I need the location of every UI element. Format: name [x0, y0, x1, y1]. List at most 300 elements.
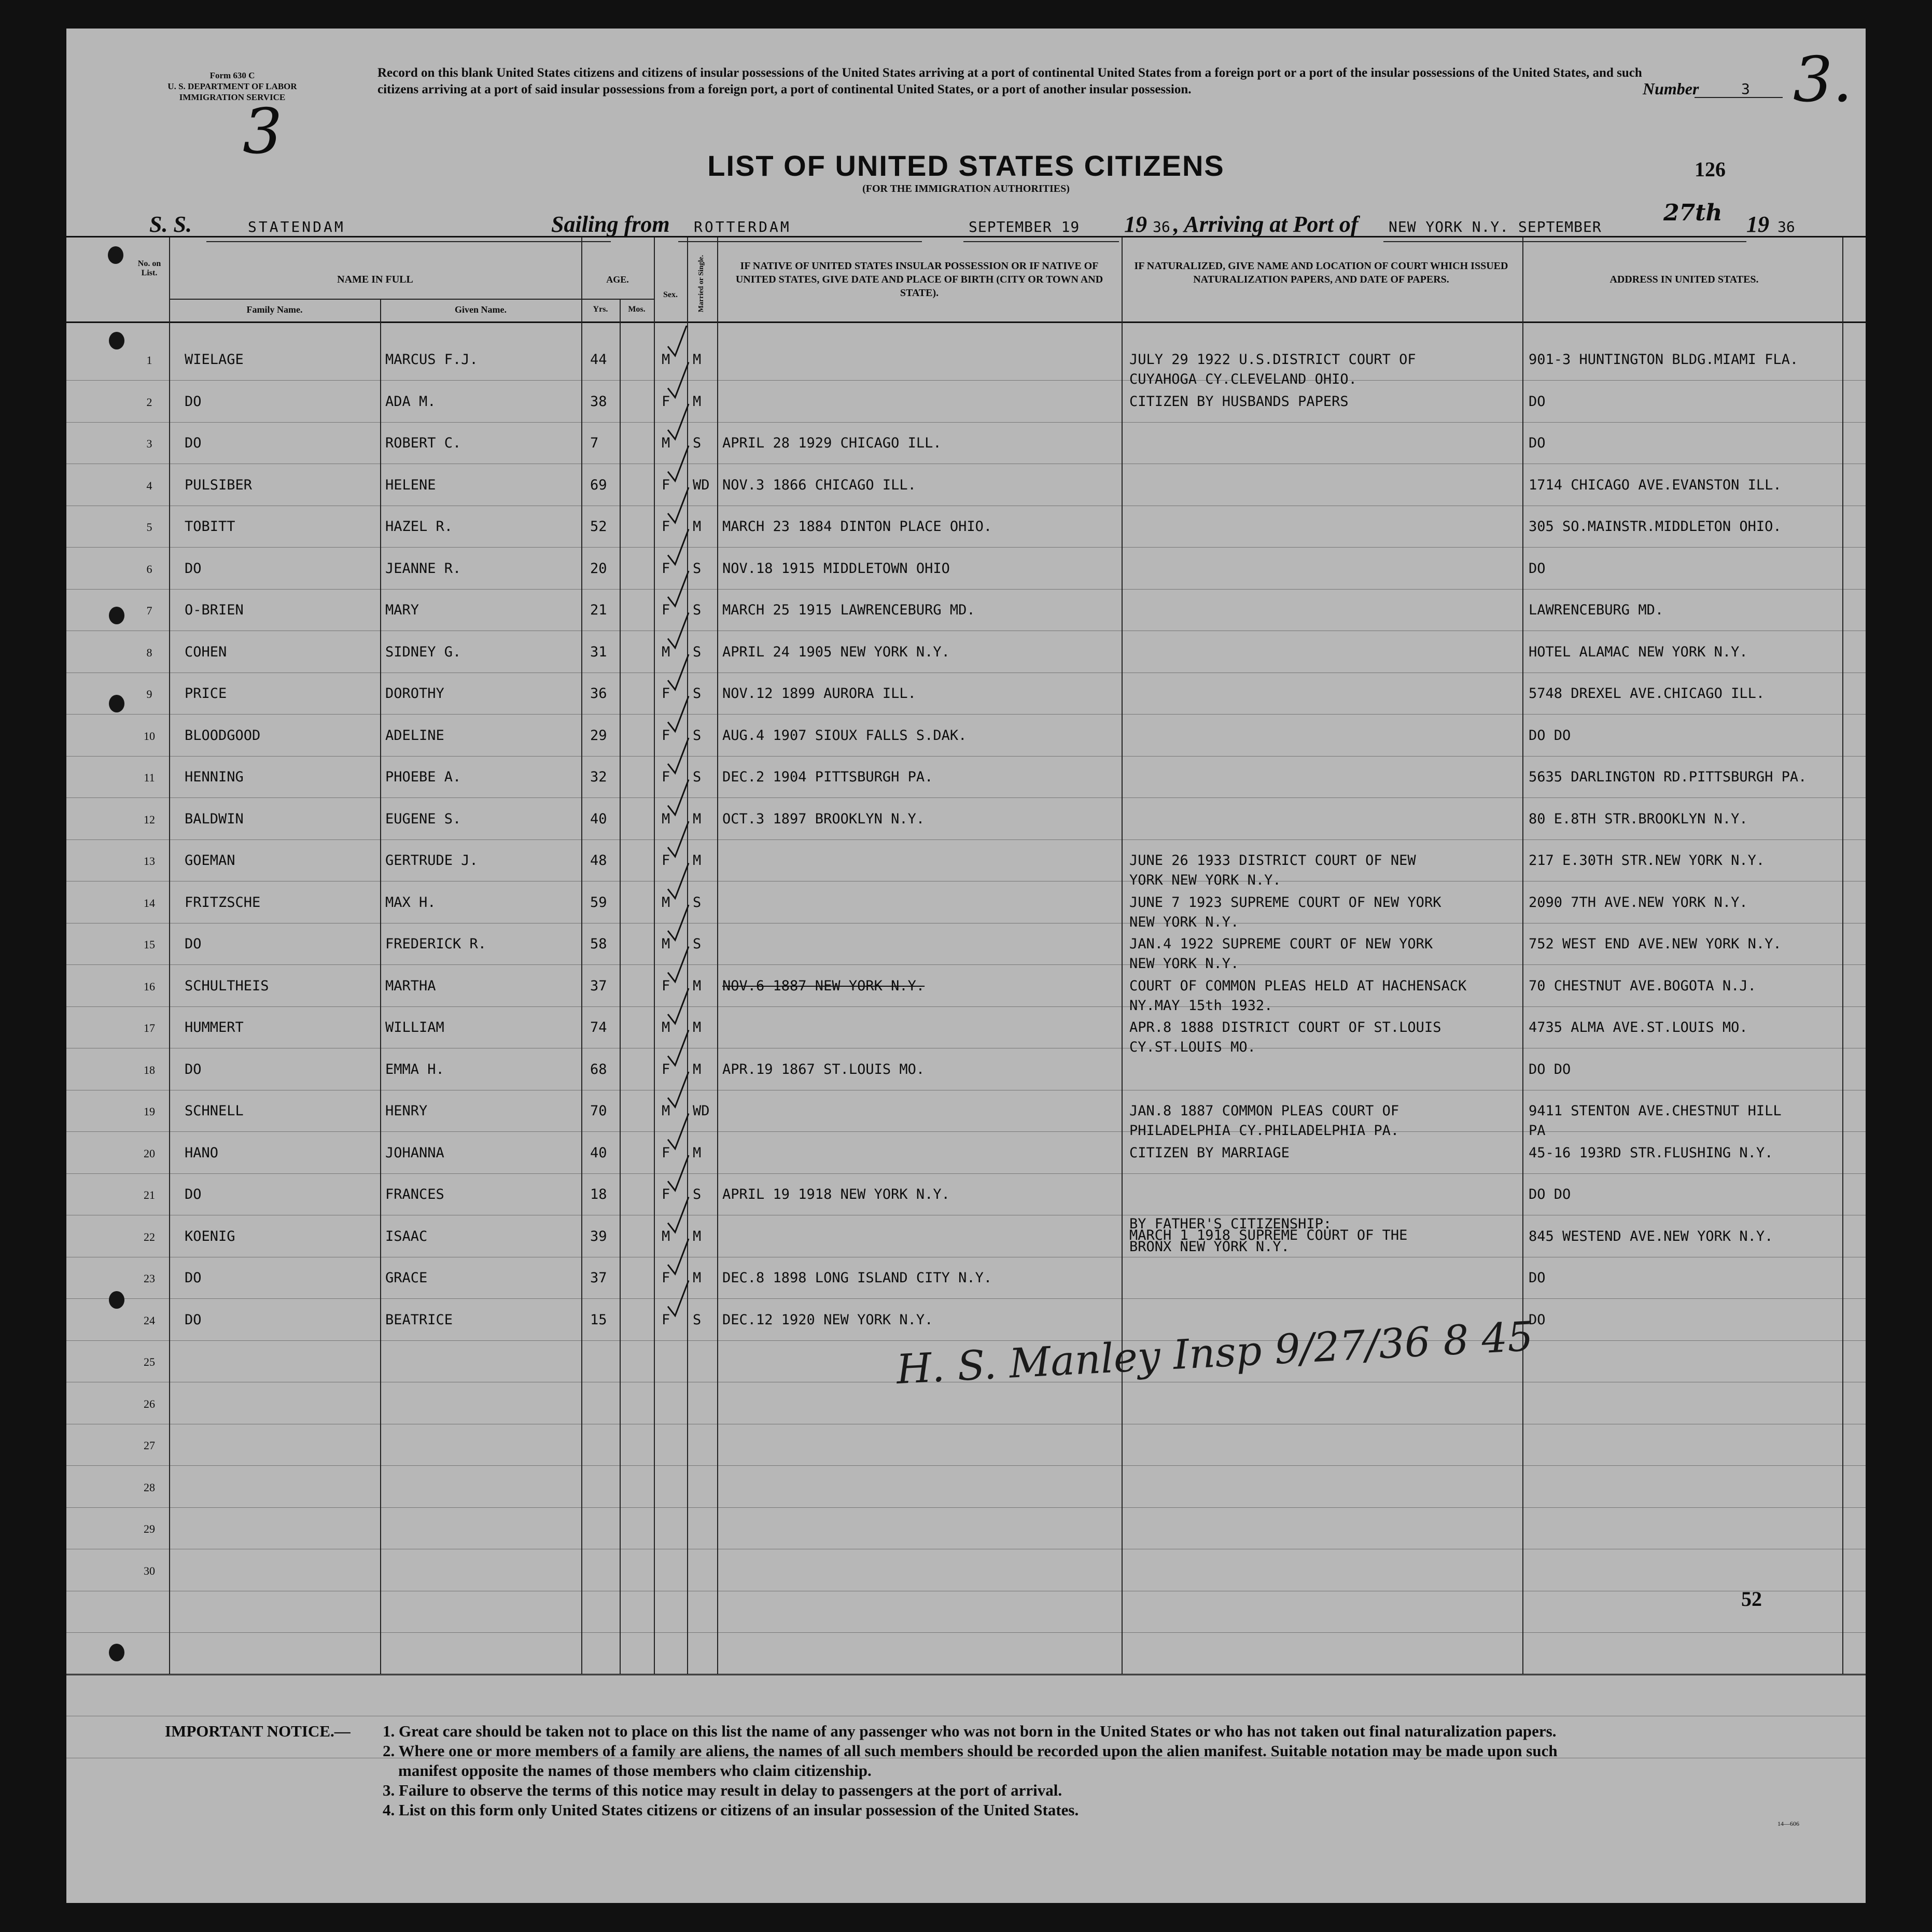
cell-addr2: PA [1529, 1123, 1546, 1139]
cell-given: GRACE [385, 1270, 428, 1286]
department: U. S. DEPARTMENT OF LABOR [167, 81, 297, 91]
cell-family: SCHULTHEIS [185, 977, 269, 994]
cell-ms: S [693, 894, 702, 911]
cell-sex: M [662, 810, 670, 827]
cell-ms: S [693, 1311, 702, 1328]
cell-given: ADA M. [385, 393, 436, 410]
cell-addr1: DO DO [1529, 1061, 1571, 1077]
checkmark [668, 905, 689, 940]
row-number: 27 [144, 1439, 155, 1452]
handwritten-mark-right: 3. [1793, 44, 1853, 116]
row-number: 25 [144, 1355, 155, 1368]
cell-sex: M [662, 435, 670, 451]
row-number: 26 [144, 1397, 155, 1410]
cell-ms: S [693, 936, 702, 952]
cell-sex: M [662, 936, 670, 952]
cell-sex: M [662, 352, 670, 368]
cell-family: HENNING [185, 769, 244, 785]
cell-birth: APRIL 28 1929 CHICAGO ILL. [722, 435, 942, 451]
cell-ms: M [693, 352, 702, 368]
table-row [66, 1301, 1866, 1342]
from-port: ROTTERDAM [694, 218, 791, 235]
ship-name: STATENDAM [248, 218, 345, 235]
number-value: 3 [1741, 80, 1750, 97]
cell-age: 58 [590, 936, 607, 952]
cell-birth: APR.19 1867 ST.LOUIS MO. [722, 1061, 925, 1077]
table-row [66, 759, 1866, 799]
cell-given: SIDNEY G. [385, 643, 461, 660]
row-number: 10 [144, 729, 155, 743]
cell-age: 37 [590, 1270, 607, 1286]
cell-addr1: 305 SO.MAINSTR.MIDDLETON OHIO. [1529, 519, 1782, 535]
row-number: 21 [144, 1188, 155, 1201]
cell-family: DO [185, 435, 202, 451]
cell-addr1: DO DO [1529, 727, 1571, 744]
row-number: 28 [144, 1480, 155, 1494]
page-number: 126 [1695, 158, 1726, 181]
checkmark [668, 571, 689, 606]
header-birth: IF NATIVE OF UNITED STATES INSULAR POSSESSION OR IF NATIVE OF UNITED STATES, GIVE DATE AND PLACE OF BIRTH (CITY OR TOWN AND STATE). [735, 260, 1103, 299]
cell-given: MARCUS F.J. [385, 352, 478, 368]
checkmark [668, 1030, 689, 1066]
cell-ms: M [693, 393, 702, 410]
row-number: 24 [144, 1313, 155, 1327]
cell-addr1: 4735 ALMA AVE.ST.LOUIS MO. [1529, 1019, 1748, 1035]
row-number: 29 [144, 1522, 155, 1535]
header-naturalized: IF NATURALIZED, GIVE NAME AND LOCATION OF COURT WHICH ISSUED NATURALIZATION PAPERS, AND DATE OF PAPERS. [1134, 260, 1508, 285]
cell-addr1: 9411 STENTON AVE.CHESTNUT HILL [1529, 1103, 1782, 1119]
cell-nat1: JUNE 26 1933 DISTRICT COURT OF NEW [1129, 852, 1416, 869]
cell-addr1: DO DO [1529, 1186, 1571, 1202]
cell-family: DO [185, 1311, 202, 1328]
cell-age: 40 [590, 1144, 607, 1161]
punch-hole [109, 1644, 124, 1661]
cell-given: FREDERICK R. [385, 936, 487, 952]
cell-family: HANO [185, 1144, 219, 1161]
cell-family: BALDWIN [185, 810, 244, 827]
cell-sex: M [662, 1103, 670, 1119]
cell-age: 74 [590, 1019, 607, 1035]
cell-nat2: NEW YORK N.Y. [1129, 956, 1239, 972]
cell-family: WIELAGE [185, 352, 244, 368]
cell-sex: M [662, 1019, 670, 1035]
form-info [97, 70, 367, 103]
cell-age: 52 [590, 519, 607, 535]
sailing-label: Sailing from [551, 212, 670, 237]
cell-given: HELENE [385, 477, 436, 493]
table-row [66, 1176, 1866, 1216]
cell-nat2: NY.MAY 15th 1932. [1129, 997, 1273, 1014]
cell-birth: APRIL 19 1918 NEW YORK N.Y. [722, 1186, 950, 1202]
row-number: 15 [144, 938, 155, 951]
cell-age: 20 [590, 560, 607, 577]
cell-nat2: NEW YORK N.Y. [1129, 914, 1239, 930]
arrival-year-prefix: 19 [1746, 212, 1769, 237]
cell-given: ADELINE [385, 727, 444, 744]
cell-sex: M [662, 894, 670, 911]
cell-addr1: DO [1529, 393, 1546, 410]
cell-birth: APRIL 24 1905 NEW YORK N.Y. [722, 643, 950, 660]
cell-given: HAZEL R. [385, 519, 453, 535]
punch-hole [108, 246, 123, 264]
table-row [66, 1385, 1866, 1425]
table-row [66, 383, 1866, 424]
header-family-name: Family Name. [246, 304, 303, 315]
header-mos: Mos. [628, 305, 646, 314]
row-number: 22 [144, 1230, 155, 1243]
table-row [66, 1093, 1866, 1139]
cell-age: 37 [590, 977, 607, 994]
cell-ms: S [693, 685, 702, 702]
cell-nat2: CY.ST.LOUIS MO. [1129, 1039, 1256, 1055]
cell-sex: F [662, 1186, 670, 1202]
table-row [66, 467, 1866, 507]
cell-ms: S [693, 435, 702, 451]
table-row [66, 634, 1866, 674]
cell-family: DO [185, 1270, 202, 1286]
cell-birth: DEC.2 1904 PITTSBURGH PA. [722, 769, 933, 785]
cell-addr1: 2090 7TH AVE.NEW YORK N.Y. [1529, 894, 1748, 911]
checkmark [668, 613, 689, 648]
checkmark [668, 780, 689, 815]
table-row [66, 1552, 1866, 1592]
arrival-port: NEW YORK N.Y. SEPTEMBER [1389, 218, 1602, 235]
row-number: 16 [144, 979, 155, 993]
cell-age: 15 [590, 1311, 607, 1328]
cell-given: BEATRICE [385, 1311, 453, 1328]
cell-ms: S [693, 727, 702, 744]
cell-sex: F [662, 1061, 670, 1077]
cell-family: DO [185, 1061, 202, 1077]
cell-age: 32 [590, 769, 607, 785]
cell-age: 7 [590, 435, 599, 451]
cell-family: BLOODGOOD [185, 727, 261, 744]
row-number: 30 [144, 1564, 155, 1577]
cell-given: JEANNE R. [385, 560, 461, 577]
cell-given: WILLIAM [385, 1019, 444, 1035]
cell-birth: NOV.3 1866 CHICAGO ILL. [722, 477, 916, 493]
cell-ms: M [693, 977, 702, 994]
punch-hole [109, 1291, 124, 1309]
cell-ms: M [693, 1061, 702, 1077]
arrival-year: 36 [1777, 218, 1795, 235]
cell-addr1: 80 E.8TH STR.BROOKLYN N.Y. [1529, 810, 1748, 827]
cell-sex: M [662, 1228, 670, 1244]
cell-nat2: MARCH 1 1918 SUPREME COURT OF THE [1129, 1227, 1408, 1243]
cell-ms: M [693, 810, 702, 827]
cell-family: KOENIG [185, 1228, 235, 1244]
notice-item-1: 1. Great care should be taken not to place on this list the name of any passenger who was not born in the United States or who has not taken out final naturalization papers. [383, 1722, 1557, 1740]
table-row [66, 675, 1866, 716]
cell-ms: M [693, 1270, 702, 1286]
checkmark [668, 1072, 689, 1107]
cell-nat2: YORK NEW YORK N.Y. [1129, 872, 1281, 888]
row-number: 3 [146, 437, 152, 450]
table-row [66, 508, 1866, 549]
cell-family: PULSIBER [185, 477, 253, 493]
cell-sex: F [662, 1270, 670, 1286]
row-number: 9 [146, 688, 152, 701]
checkmark [668, 362, 689, 398]
cell-age: 29 [590, 727, 607, 744]
service: IMMIGRATION SERVICE [179, 92, 286, 102]
cell-addr1: HOTEL ALAMAC NEW YORK N.Y. [1529, 643, 1748, 660]
cell-addr1: 217 E.30TH STR.NEW YORK N.Y. [1529, 852, 1765, 869]
cell-given: JOHANNA [385, 1144, 444, 1161]
header-name-in-full: NAME IN FULL [337, 274, 413, 285]
cell-sex: F [662, 477, 670, 493]
cell-family: DO [185, 560, 202, 577]
cell-sex: M [662, 643, 670, 660]
checkmark [668, 1197, 689, 1233]
row-number: 6 [146, 562, 152, 576]
cell-ms: M [693, 1144, 702, 1161]
cell-nat1: COURT OF COMMON PLEAS HELD AT HACHENSACK [1129, 977, 1467, 994]
row-number: 18 [144, 1063, 155, 1076]
cell-nat2: CUYAHOGA CY.CLEVELAND OHIO. [1129, 371, 1357, 387]
table-row [66, 717, 1866, 758]
table-row [66, 968, 1866, 1014]
row-number: 20 [144, 1146, 155, 1160]
table-row [66, 1426, 1866, 1467]
page-subtitle: (FOR THE IMMIGRATION AUTHORITIES) [862, 183, 1070, 194]
checkmark [668, 529, 689, 565]
header-no: No. on List. [137, 259, 161, 277]
cell-given: MARY [385, 602, 419, 618]
row-number: 14 [144, 896, 155, 909]
cell-family: SCHNELL [185, 1103, 244, 1119]
header-yrs: Yrs. [593, 305, 608, 314]
cell-age: 44 [590, 352, 607, 368]
checkmark [668, 1281, 689, 1316]
cell-age: 68 [590, 1061, 607, 1077]
row-number: 23 [144, 1272, 155, 1285]
cell-age: 59 [590, 894, 607, 911]
folio-number: 52 [1741, 1587, 1762, 1611]
number-label: Number [1643, 79, 1699, 98]
cell-nat1: CITIZEN BY MARRIAGE [1129, 1144, 1290, 1161]
cell-given: ISAAC [385, 1228, 428, 1244]
checkmark [668, 863, 689, 899]
cell-given: EUGENE S. [385, 810, 461, 827]
punch-hole [109, 332, 124, 349]
cell-family: GOEMAN [185, 852, 235, 869]
cell-addr1: 5748 DREXEL AVE.CHICAGO ILL. [1529, 685, 1765, 702]
table-row [66, 1510, 1866, 1550]
cell-addr1: DO [1529, 435, 1546, 451]
cell-family: FRITZSCHE [185, 894, 261, 911]
table-row [66, 1009, 1866, 1055]
punch-hole [109, 695, 124, 712]
cell-family: PRICE [185, 685, 227, 702]
cell-ms: S [693, 769, 702, 785]
cell-addr1: 45-16 193RD STR.FLUSHING N.Y. [1529, 1144, 1773, 1161]
cell-birth: NOV.12 1899 AURORA ILL. [722, 685, 916, 702]
cell-family: DO [185, 936, 202, 952]
cell-given: GERTRUDE J. [385, 852, 478, 869]
cell-family: DO [185, 1186, 202, 1202]
cell-addr1: 5635 DARLINGTON RD.PITTSBURGH PA. [1529, 769, 1807, 785]
row-number: 2 [146, 395, 152, 409]
table-row [66, 1135, 1866, 1175]
cell-addr1: 752 WEST END AVE.NEW YORK N.Y. [1529, 936, 1782, 952]
depart-date: SEPTEMBER 19 [969, 218, 1080, 235]
cell-given: HENRY [385, 1103, 428, 1119]
header-sex: Sex. [663, 290, 678, 299]
row-number: 7 [146, 604, 152, 617]
cell-birth: OCT.3 1897 BROOKLYN N.Y. [722, 810, 925, 827]
cell-birth: DEC.12 1920 NEW YORK N.Y. [722, 1311, 933, 1328]
row-number: 5 [146, 521, 152, 534]
cell-family: COHEN [185, 643, 227, 660]
cell-age: 40 [590, 810, 607, 827]
arriving-label: , Arriving at Port of [1173, 212, 1359, 237]
print-code: 14—606 [1777, 1820, 1799, 1827]
depart-year-prefix: 19 [1124, 212, 1147, 237]
cell-age: 39 [590, 1228, 607, 1244]
notice-heading: IMPORTANT NOTICE.— [165, 1722, 351, 1740]
cell-birth: NOV.6 1887 NEW YORK N.Y. [722, 977, 925, 994]
cell-addr1: 70 CHESTNUT AVE.BOGOTA N.J. [1529, 977, 1756, 994]
row-number: 17 [144, 1021, 155, 1034]
cell-ms: WD [693, 1103, 710, 1119]
cell-age: 69 [590, 477, 607, 493]
cell-sex: F [662, 560, 670, 577]
cell-nat3: BRONX NEW YORK N.Y. [1129, 1238, 1290, 1255]
cell-age: 21 [590, 602, 607, 618]
cell-given: MARTHA [385, 977, 436, 994]
row-number: 13 [144, 855, 155, 867]
cell-nat1: BY FATHER'S CITIZENSHIP: [1129, 1215, 1332, 1232]
checkmark [668, 738, 689, 773]
table-row [66, 1051, 1866, 1091]
cell-sex: F [662, 602, 670, 618]
table-row [66, 1468, 1866, 1509]
cell-family: O-BRIEN [185, 602, 244, 618]
page-title: LIST OF UNITED STATES CITIZENS [707, 149, 1225, 182]
cell-sex: F [662, 769, 670, 785]
header-address: ADDRESS IN UNITED STATES. [1609, 274, 1759, 285]
row-number: 8 [146, 646, 152, 659]
cell-age: 38 [590, 393, 607, 410]
row-number: 19 [144, 1105, 155, 1118]
cell-birth: AUG.4 1907 SIOUX FALLS S.DAK. [722, 727, 967, 744]
checkmark-strokes [657, 326, 730, 1518]
cell-ms: S [693, 643, 702, 660]
ruled-line [66, 1632, 1866, 1633]
cell-sex: F [662, 852, 670, 869]
cell-ms: S [693, 1186, 702, 1202]
table-row [66, 884, 1866, 930]
checkmark [668, 326, 689, 356]
checkmark [668, 1114, 689, 1149]
cell-addr1: 845 WESTEND AVE.NEW YORK N.Y. [1529, 1228, 1773, 1244]
number-underline [1695, 97, 1783, 98]
cell-ms: WD [693, 477, 710, 493]
cell-birth: MARCH 23 1884 DINTON PLACE OHIO. [722, 519, 992, 535]
cell-addr1: LAWRENCEBURG MD. [1529, 602, 1664, 618]
notice-item-2: 2. Where one or more members of a family are aliens, the names of all such members should be recorded upon the alien manifest. Suitable notation may be made upon such [383, 1742, 1558, 1760]
cell-ms: S [693, 602, 702, 618]
cell-given: MAX H. [385, 894, 436, 911]
voyage-line [66, 200, 1866, 237]
checkmark [668, 1155, 689, 1191]
ss-label: S. S. [149, 212, 192, 237]
table-row [66, 341, 1866, 387]
cell-nat1: JAN.8 1887 COMMON PLEAS COURT OF [1129, 1103, 1399, 1119]
cell-nat2: PHILADELPHIA CY.PHILADELPHIA PA. [1129, 1123, 1399, 1139]
cell-ms: M [693, 1228, 702, 1244]
checkmark [668, 654, 689, 690]
cell-addr1: 1714 CHICAGO AVE.EVANSTON ILL. [1529, 477, 1782, 493]
cell-family: TOBITT [185, 519, 235, 535]
table-row [66, 550, 1866, 591]
cell-sex: F [662, 1311, 670, 1328]
cell-nat1: APR.8 1888 DISTRICT COURT OF ST.LOUIS [1129, 1019, 1441, 1035]
checkmark [668, 821, 689, 857]
header-age: AGE. [606, 274, 629, 285]
handwritten-mark-left: 3 [243, 96, 283, 168]
instruction-top: Record on this blank United States citizens and citizens of insular possessions of the United States arriving at a port of continental United States from a foreign port or a port of the insular possessions of the United States, and such citizens arriving at a port of said insular possessions from a foreign port, a port of continental United States, or a port of another insular possession. [377, 66, 1642, 96]
cell-given: ROBERT C. [385, 435, 461, 451]
cell-addr1: DO [1529, 1311, 1546, 1328]
table-row [66, 1215, 1866, 1258]
cell-given: FRANCES [385, 1186, 444, 1202]
cell-ms: M [693, 519, 702, 535]
form-number: Form 630 C [209, 71, 255, 80]
arrival-day: 27th [1663, 200, 1723, 226]
table-row [66, 801, 1866, 841]
table-row [66, 425, 1866, 465]
cell-sex: F [662, 977, 670, 994]
table-row [66, 592, 1866, 632]
checkmark [668, 487, 689, 523]
checkmark [668, 446, 689, 481]
row-number: 1 [146, 354, 152, 367]
checkmark [668, 1239, 689, 1274]
row-number: 11 [144, 771, 155, 784]
header-married: Married or Single. [697, 255, 705, 313]
cell-sex: F [662, 1144, 670, 1161]
row-number: 4 [146, 479, 152, 492]
checkmark [668, 988, 689, 1024]
row-number: 12 [144, 813, 155, 826]
cell-nat1: JAN.4 1922 SUPREME COURT OF NEW YORK [1129, 936, 1433, 952]
cell-nat1: CITIZEN BY HUSBANDS PAPERS [1129, 393, 1349, 410]
checkmark [668, 696, 689, 732]
cell-addr1: DO [1529, 560, 1546, 577]
cell-age: 18 [590, 1186, 607, 1202]
cell-birth: NOV.18 1915 MIDDLETOWN OHIO [722, 560, 950, 577]
cell-ms: M [693, 852, 702, 869]
table-row [66, 842, 1866, 888]
cell-age: 48 [590, 852, 607, 869]
cell-sex: F [662, 727, 670, 744]
cell-family: DO [185, 393, 202, 410]
passenger-table [66, 236, 1866, 1675]
punch-hole [109, 607, 124, 624]
notice-item-2-cont: manifest opposite the names of those members who claim citizenship. [398, 1761, 872, 1780]
cell-sex: F [662, 685, 670, 702]
inspector-signature: H. S. Manley Insp 9/27/36 8 45 [895, 1313, 1534, 1394]
cell-ms: S [693, 560, 702, 577]
cell-nat1: JULY 29 1922 U.S.DISTRICT COURT OF [1129, 352, 1416, 368]
table-row [66, 1259, 1866, 1300]
cell-birth: DEC.8 1898 LONG ISLAND CITY N.Y. [722, 1270, 992, 1286]
cell-addr1: 901-3 HUNTINGTON BLDG.MIAMI FLA. [1529, 352, 1799, 368]
cell-given: DOROTHY [385, 685, 444, 702]
header-given-name: Given Name. [455, 304, 507, 315]
